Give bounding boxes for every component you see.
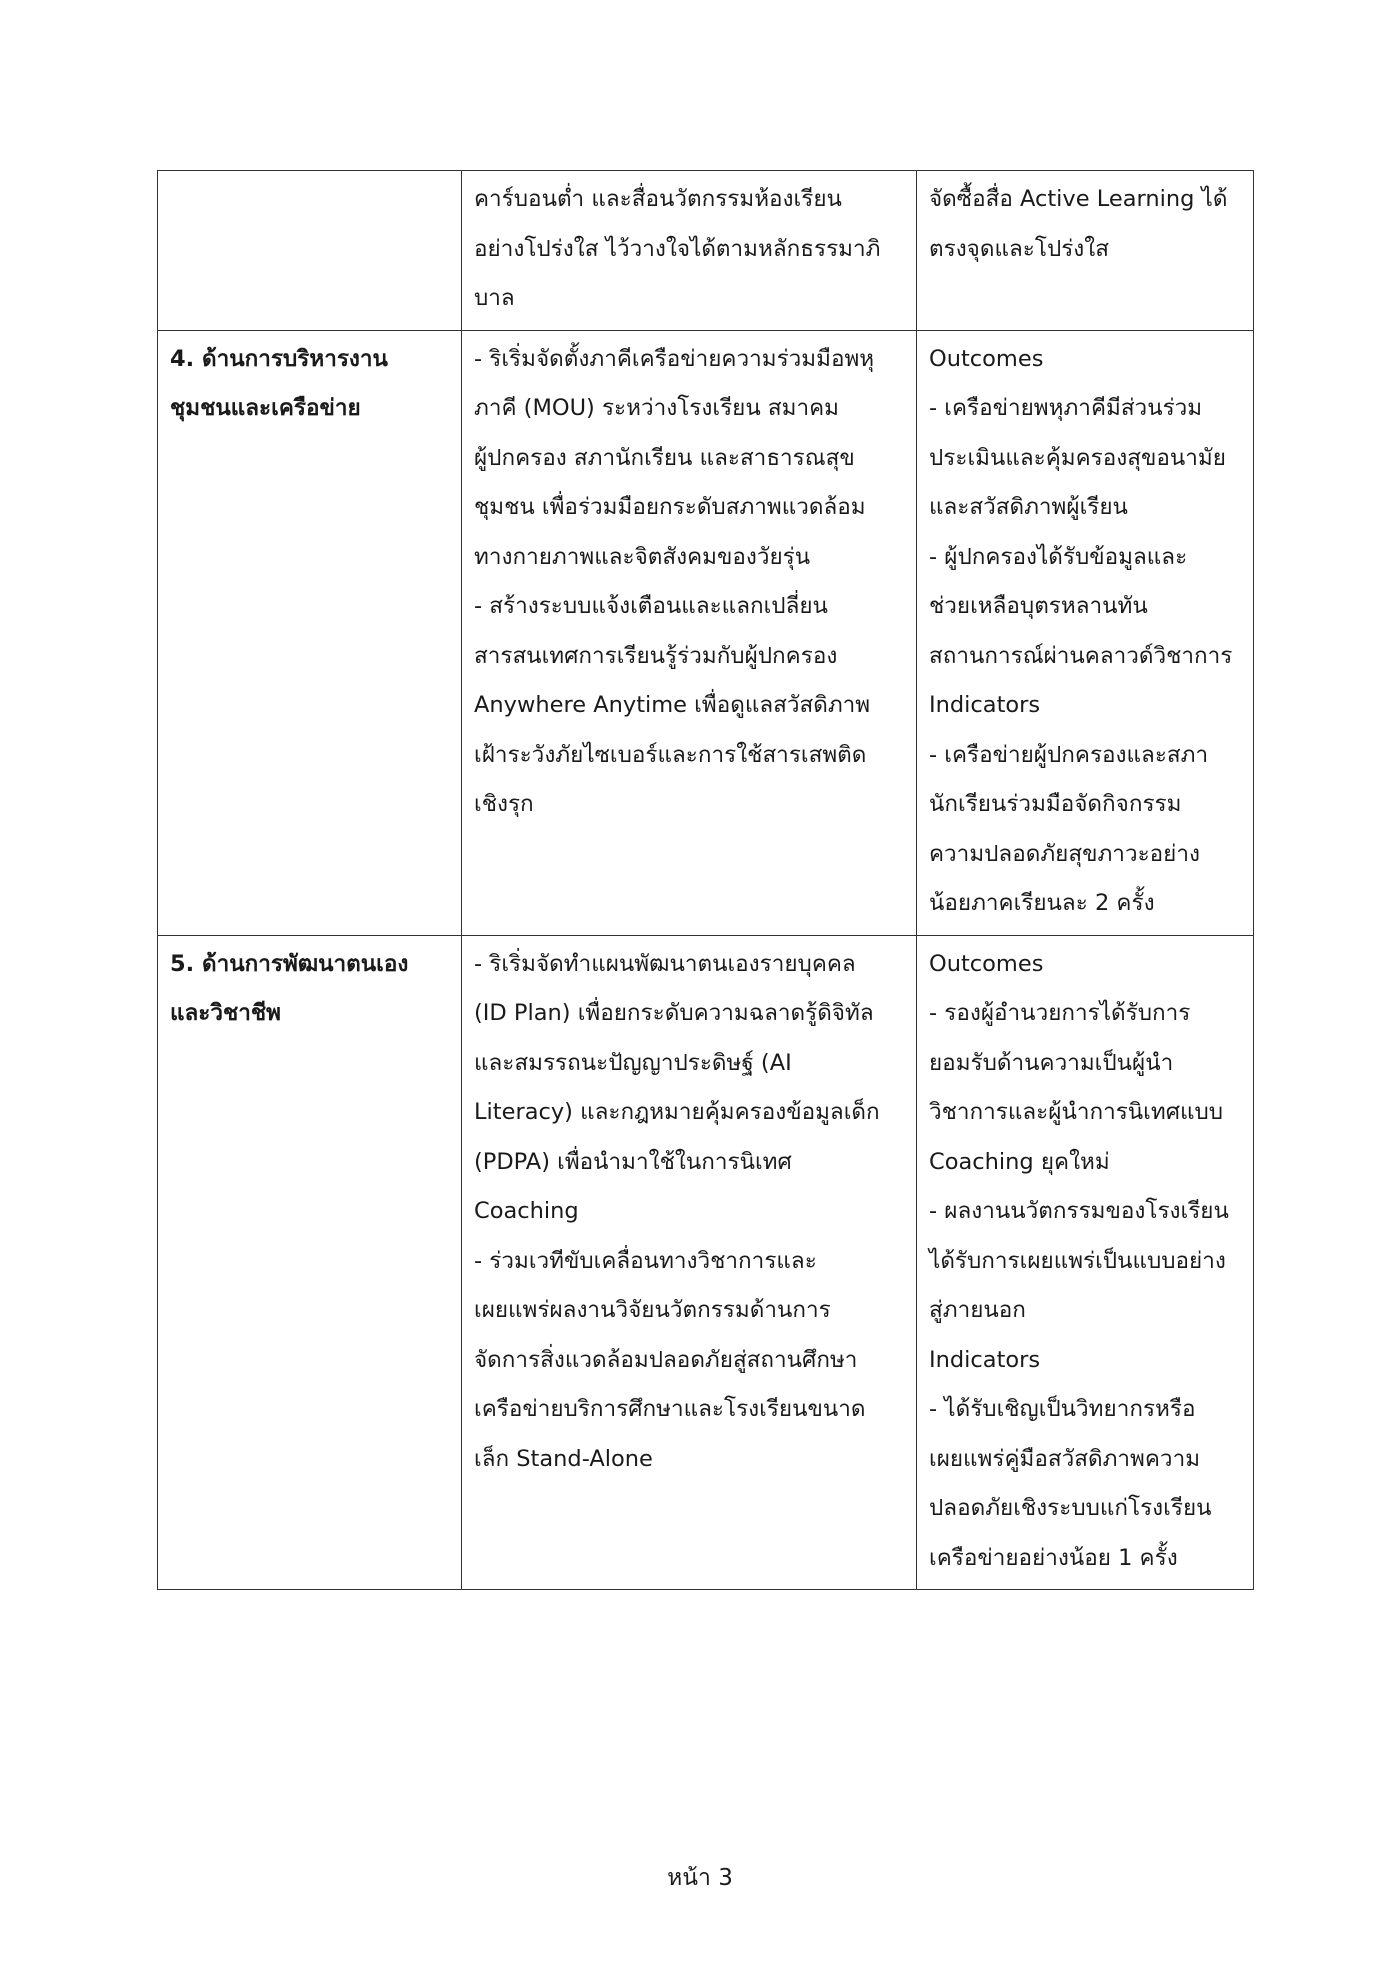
cell-text-line: เล็ก Stand-Alone xyxy=(474,1445,653,1472)
cell-text-line: (ID Plan) เพื่อยกระดับความฉลาดรู้ดิจิทัล xyxy=(474,1000,874,1026)
cell-text-line: - เครือข่ายผู้ปกครองและสภา xyxy=(929,741,1209,768)
cell-text-line: 5. ด้านการพัฒนาตนเอง xyxy=(170,950,409,977)
plan-table xyxy=(157,170,1254,1590)
results-cell xyxy=(917,330,1254,935)
cell-text-line: ตรงจุดและโปร่งใส xyxy=(929,235,1110,262)
cell-text-line: และสวัสดิภาพผู้เรียน xyxy=(929,494,1128,520)
cell-text-line: ช่วยเหลือบุตรหลานทัน xyxy=(929,593,1148,619)
cell-text-line: Outcomes xyxy=(929,345,1044,372)
cell-text-line: เฝ้าระวังภัยไซเบอร์และการใช้สารเสพติด xyxy=(474,741,867,768)
cell-text-line: คาร์บอนต่ำ และสื่อนวัตกรรมห้องเรียน xyxy=(474,186,842,212)
cell-text-line: - ริเริ่มจัดทำแผนพัฒนาตนเองรายบุคคล xyxy=(474,950,856,977)
cell-text-line: น้อยภาคเรียนละ 2 ครั้ง xyxy=(929,890,1155,916)
cell-text-line: 4. ด้านการบริหารงาน xyxy=(170,345,388,372)
table-row xyxy=(158,171,1254,331)
cell-text-line: ทางกายภาพและจิตสังคมของวัยรุ่น xyxy=(474,543,811,570)
cell-text-line: ได้รับการเผยแพร่เป็นแบบอย่าง xyxy=(929,1247,1226,1274)
cell-text-line: ชุมชน เพื่อร่วมมือยกระดับสภาพแวดล้อม xyxy=(474,494,866,520)
cell-text-line: - ผู้ปกครองได้รับข้อมูลและ xyxy=(929,543,1188,570)
cell-text-line: - ริเริ่มจัดตั้งภาคีเครือข่ายความร่วมมือพหุ xyxy=(474,345,875,372)
cell-text-line: เชิงรุก xyxy=(474,791,534,817)
cell-text-line: สู่ภายนอก xyxy=(929,1297,1026,1323)
cell-text-line: เผยแพร่คู่มือสวัสดิภาพความ xyxy=(929,1445,1201,1472)
cell-text-line: อย่างโปร่งใส ไว้วางใจได้ตามหลักธรรมาภิ xyxy=(474,235,881,262)
cell-text-line: Coaching ยุคใหม่ xyxy=(929,1148,1110,1175)
cell-text-line: - ร่วมเวทีขับเคลื่อนทางวิชาการและ xyxy=(474,1247,817,1274)
cell-text-line: - ผลงานนวัตกรรมของโรงเรียน xyxy=(929,1198,1229,1224)
cell-text-line: ผู้ปกครอง สภานักเรียน และสาธารณสุข xyxy=(474,444,855,471)
cell-text-line: - เครือข่ายพหุภาคีมีส่วนร่วม xyxy=(929,395,1203,421)
cell-text-line: สถานการณ์ผ่านคลาวด์วิชาการ xyxy=(929,642,1233,669)
results-cell xyxy=(917,171,1254,331)
actions-cell xyxy=(462,935,917,1590)
table-row xyxy=(158,330,1254,935)
cell-text-line: Indicators xyxy=(929,1346,1041,1373)
cell-text-line: - รองผู้อำนวยการได้รับการ xyxy=(929,1000,1191,1026)
cell-text-line: จัดการสิ่งแวดล้อมปลอดภัยสู่สถานศึกษา xyxy=(474,1346,858,1373)
results-cell xyxy=(917,935,1254,1590)
cell-text-line: เครือข่ายบริการศึกษาและโรงเรียนขนาด xyxy=(474,1396,866,1422)
plan-table-body xyxy=(158,171,1254,1590)
cell-text-line: นักเรียนร่วมมือจัดกิจกรรม xyxy=(929,791,1182,817)
cell-text-line: Indicators xyxy=(929,692,1041,718)
cell-text-line: สารสนเทศการเรียนรู้ร่วมกับผู้ปกครอง xyxy=(474,642,838,669)
cell-text-line: เผยแพร่ผลงานวิจัยนวัตกรรมด้านการ xyxy=(474,1297,831,1323)
cell-text-line: และสมรรถนะปัญญาประดิษฐ์ (AI xyxy=(474,1049,792,1076)
cell-text-line: Anywhere Anytime เพื่อดูแลสวัสดิภาพ xyxy=(474,692,871,718)
cell-text-line: Coaching xyxy=(474,1198,579,1224)
table-row xyxy=(158,935,1254,1590)
page-number: หน้า 3 xyxy=(667,1865,733,1891)
cell-text-line: ความปลอดภัยสุขภาวะอย่าง xyxy=(929,840,1200,867)
cell-text-line: Outcomes xyxy=(929,950,1044,977)
cell-text-line: ยอมรับด้านความเป็นผู้นำ xyxy=(929,1049,1174,1076)
cell-text-line: - ได้รับเชิญเป็นวิทยากรหรือ xyxy=(929,1396,1196,1422)
cell-text-line: ปลอดภัยเชิงระบบแก่โรงเรียน xyxy=(929,1495,1212,1521)
cell-text-line: ชุมชนและเครือข่าย xyxy=(170,395,361,421)
cell-text-line: ประเมินและคุ้มครองสุขอนามัย xyxy=(929,444,1226,471)
cell-text-line: วิชาการและผู้นำการนิเทศแบบ xyxy=(929,1099,1224,1125)
area-cell xyxy=(158,330,462,935)
cell-text-line: (PDPA) เพื่อนำมาใช้ในการนิเทศ xyxy=(474,1148,792,1175)
cell-text-line: เครือข่ายอย่างน้อย 1 ครั้ง xyxy=(929,1544,1178,1571)
cell-text-line: Literacy) และกฎหมายคุ้มครองข้อมูลเด็ก xyxy=(474,1099,880,1125)
area-cell xyxy=(158,171,462,331)
cell-text-line: - สร้างระบบแจ้งเตือนและแลกเปลี่ยน xyxy=(474,593,828,619)
cell-text-line: ภาคี (MOU) ระหว่างโรงเรียน สมาคม xyxy=(474,395,839,421)
actions-cell xyxy=(462,330,917,935)
actions-cell xyxy=(462,171,917,331)
cell-text-line: จัดซื้อสื่อ Active Learning ได้ xyxy=(929,186,1228,212)
area-cell xyxy=(158,935,462,1590)
cell-text-line: บาล xyxy=(474,285,515,311)
cell-text-line: และวิชาชีพ xyxy=(170,1000,282,1026)
